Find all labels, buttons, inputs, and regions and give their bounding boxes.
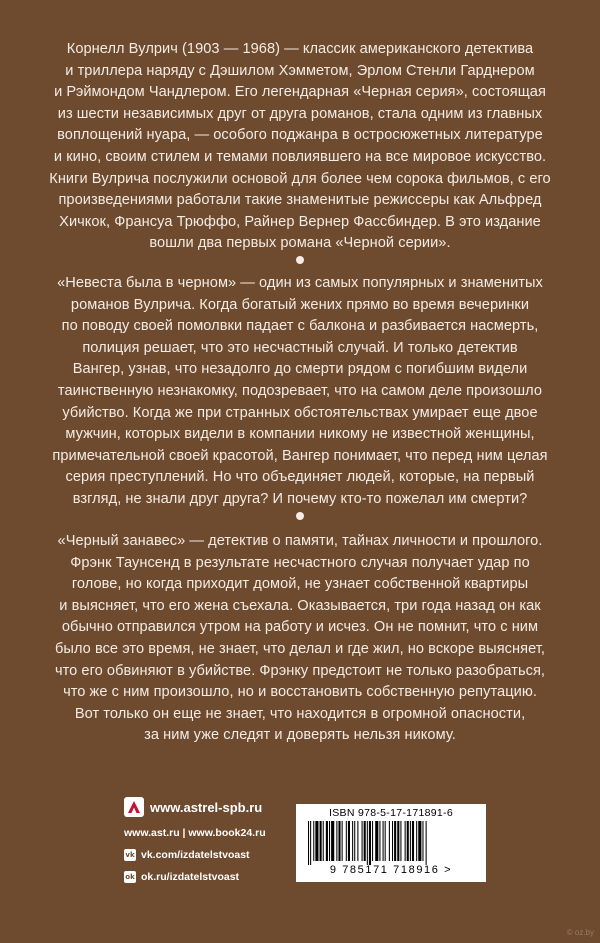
text-line: воплощений нуара, — особого поджанра в остросюжетных литературе [57,127,543,144]
text-line: мужчин, которых видели в компании никому не известной женщины, [65,426,535,443]
bullet-separator [296,512,304,520]
text-line: голове, но когда приходит домой, не узнает собственной квартиры [71,576,529,593]
publisher-contacts [124,797,266,883]
text-line: и триллера наряду с Дэшилом Хэмметом, Эрлом Стенли Гарднером [65,62,535,79]
text-line: что его обвиняют в убийстве. Фрэнку предстоит не только разобраться, [54,662,546,679]
barcode-icon [302,821,480,865]
ok-link[interactable] [124,871,266,883]
text-line: было все это время, не знает, что делал и где жил, но вскоре выясняет, [55,640,545,657]
text-line: Хичкок, Франсуа Трюффо, Райнер Вернер Фассбиндер. В это издание [59,213,541,230]
text-line: взгляд, не знали друг друга? И почему кто-то пожелал им смерти? [72,490,528,507]
text-line: и кино, своим стилем и темами повлиявшего на все мировое искусство. [53,148,547,165]
text-line: Вангер, узнав, что незадолго до смерти рядом с погибшим видели [72,361,528,378]
isbn-barcode-box [296,804,486,882]
publisher-sites-line[interactable]: www.ast.ru | www.book24.ru [124,827,266,839]
text-line: произведениями работали такие знаменитые режиссеры как Альфред [58,192,542,209]
annotation-paragraph-author [36,39,564,255]
text-line: Книги Вулрича послужили основой для более чем сорока фильмов, с его [49,170,551,187]
vk-icon: vk [125,851,135,859]
ok-icon: ok [125,873,135,881]
text-line: серия преступлений. Но что объединяет людей, которые, на первый [65,469,535,486]
annotation-paragraph-bride [36,273,564,511]
text-line: «Черный занавес» — детектив о памяти, тайнах личности и прошлого. [57,533,543,549]
watermark: © oz.by [566,928,594,937]
text-line: романов Вулрича. Когда богатый жених прямо во время вечеринки [70,296,530,313]
ok-link-text[interactable]: ok.ru/izdatelstvoast [141,871,240,883]
annotation-paragraph-curtain [36,531,564,747]
vk-link[interactable] [124,849,266,861]
text-line: что же с ним произошло, но и восстановить собственную репутацию. [63,684,537,701]
text-line: по поводу своей помолвки падает с балкона и разбивается насмерть, [61,318,539,335]
text-line: из шести независимых друг от друга романов, стала одним из главных [57,105,543,122]
text-line: вошли два первых романа «Черной серии». [149,235,451,252]
text-line: обычно отправился утром на работу и исчез. Он не помнит, что с ним [61,619,539,636]
text-line: убийство. Когда же при странных обстоятельствах умирает еще двое [62,404,538,421]
text-line: и выясняет, что его жена съехала. Оказывается, три года назад он как [59,597,541,614]
text-line: «Невеста была в черном» — один из самых популярных и знаменитых [57,275,543,291]
vk-link-text[interactable]: vk.com/izdatelstvoast [141,849,250,861]
text-line: Фрэнк Таунсенд в результате несчастного случая получает удар по [70,554,530,571]
text-line: Корнелл Вулрич (1903 — 1968) — классик американского детектива [66,41,534,57]
text-line: Вот только он еще не знает, что находится в огромной опасности, [74,705,526,722]
text-line: за ним уже следят и доверять нельзя никому. [144,727,456,744]
text-line: примечательной своей красотой, Вангер понимает, что перед ним целая [52,447,548,464]
text-line: таинственную незнакомку, подозревает, что на самом деле произошло [57,382,543,399]
isbn-digits: 9 785171 718916 > [329,864,453,876]
text-line: и Рэймондом Чандлером. Его легендарная «Черная серия», состоящая [54,84,546,101]
bullet-separator [296,256,304,264]
text-line: полиция решает, что это несчастный случай. И только детектив [82,339,518,356]
isbn-label: ISBN 978-5-17-171891-6 [329,807,453,819]
publisher-site[interactable] [124,797,266,817]
ast-logo-icon [124,797,144,817]
publisher-site-link[interactable]: www.astrel-spb.ru [150,799,263,815]
